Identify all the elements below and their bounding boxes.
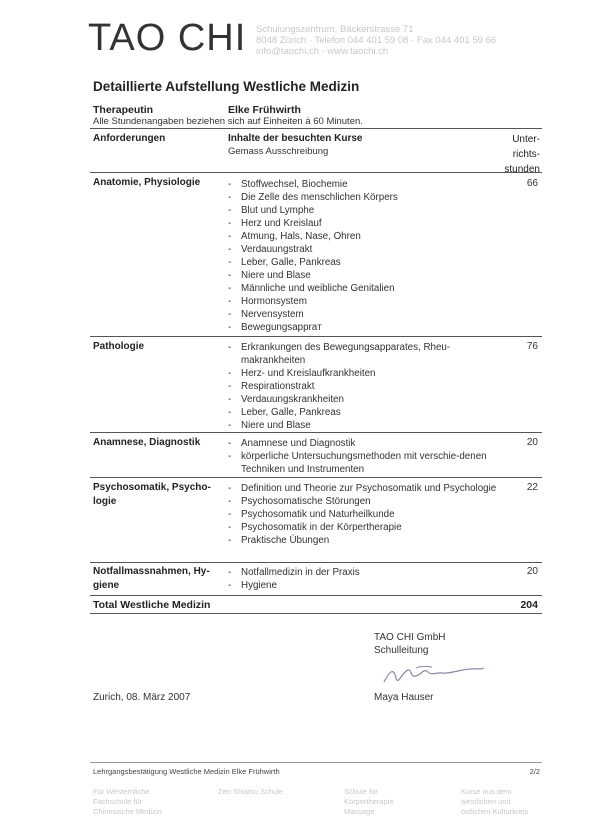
list-item: - Praktische Übungen bbox=[228, 535, 330, 546]
footer-column: Kurse aus dem westlichen und östlichen Kulturkreis bbox=[461, 787, 529, 816]
hours-value: 76 bbox=[526, 341, 538, 352]
divider bbox=[90, 613, 542, 614]
total-label: Total Westliche Medizin bbox=[93, 599, 211, 611]
hours-value: 20 bbox=[526, 437, 538, 448]
company-address bbox=[256, 24, 496, 57]
document-title: Detaillierte Aufstellung Westliche Medizin bbox=[93, 79, 360, 94]
list-item: - Notfallmedizin in der Praxis bbox=[228, 567, 360, 578]
course-list bbox=[228, 178, 498, 334]
hours-value: 66 bbox=[526, 178, 538, 189]
list-item: - Verdauungskrankheiten bbox=[228, 394, 344, 405]
list-item: - Atmung, Hals, Nase, Ohren bbox=[228, 231, 361, 242]
list-item: - Bewegungsappraт bbox=[228, 322, 322, 333]
footer-column: Für Westernliche Fachschule für Chinesische Medizin bbox=[93, 787, 162, 816]
list-item: - Psychosomatik in der Körpertherapie bbox=[228, 522, 402, 533]
list-item: - Stoffwechsel, Biochemie bbox=[228, 179, 348, 190]
hours-value: 20 bbox=[526, 566, 538, 577]
header-hours bbox=[498, 132, 540, 177]
page-number: 2/2 bbox=[529, 767, 540, 776]
list-item: - Nervensystem bbox=[228, 309, 304, 320]
signer-name: Maya Hauser bbox=[374, 692, 434, 703]
document-date: Zurich, 08. März 2007 bbox=[93, 692, 191, 703]
address-line: 8048 Zürich · Telefon 044 401 59 08 · Fax 044 401 59 66 bbox=[256, 35, 497, 46]
list-item: - Blut und Lymphe bbox=[228, 205, 315, 216]
divider bbox=[90, 336, 542, 337]
header-hours-line: stunden bbox=[504, 164, 540, 175]
hours-value: 22 bbox=[526, 482, 538, 493]
list-item: - Leber, Galle, Pankreas bbox=[228, 257, 341, 268]
list-item: - Leber, Galle, Pankreas bbox=[228, 407, 341, 418]
address-line: info@taochi.ch · www.taochi.ch bbox=[256, 46, 389, 57]
list-item: - Niere und Blase bbox=[228, 270, 311, 281]
category-label: Psychosomatik, Psycho-logie bbox=[93, 482, 211, 507]
list-item: - Erkrankungen des Bewegungsapparates, Rheu-makrankheiten bbox=[228, 342, 451, 366]
list-item: - Hygiene bbox=[228, 580, 277, 591]
header-contents: Inhalte der besuchten Kurse bbox=[228, 133, 363, 144]
header-hours-line: richts- bbox=[512, 149, 540, 160]
list-item: - Psychosomatik und Naturheilkunde bbox=[228, 509, 395, 520]
list-item: - Hormonsystem bbox=[228, 296, 307, 307]
therapist-label: Therapeutin bbox=[93, 104, 154, 116]
list-item: - Herz und Kreislauf bbox=[228, 218, 322, 229]
category-label: Notfallmassnahmen, Hy-giene bbox=[93, 566, 210, 591]
footer-column: Zen Shiatsu Schule bbox=[218, 787, 284, 796]
list-item: - Niere und Blase bbox=[228, 420, 311, 431]
list-item: - Herz- und Kreislaufkrankheiten bbox=[228, 368, 376, 379]
footer-title: Lehrgangsbestätigung Westliche Medizin Elke Frühwirth bbox=[93, 767, 280, 776]
company-name: TAO CHI GmbH bbox=[374, 632, 446, 643]
list-item: - Respirationstrakt bbox=[228, 381, 315, 392]
divider bbox=[90, 172, 542, 173]
therapist-name: Elke Frühwirth bbox=[228, 104, 301, 116]
list-item: - Definition und Theorie zur Psychosomatik und Psychologie bbox=[228, 483, 497, 494]
course-list bbox=[228, 482, 498, 547]
footer-divider bbox=[90, 762, 542, 763]
company-role: Schulleitung bbox=[374, 645, 429, 656]
category-label: Anamnese, Diagnostik bbox=[93, 437, 201, 448]
divider bbox=[90, 128, 542, 129]
divider bbox=[90, 477, 542, 478]
list-item: - körperliche Untersuchungsmethoden mit verschie-denen Techniken und Instrumenten bbox=[228, 451, 487, 475]
header-contents-sub: Gemass Ausschreibung bbox=[228, 146, 329, 157]
course-list bbox=[228, 437, 498, 476]
category-label: Anatomie, Physiologie bbox=[93, 177, 201, 188]
divider bbox=[90, 595, 542, 596]
units-note: Alle Stundenangaben beziehen sich auf Einheiten à 60 Minuten. bbox=[93, 116, 363, 127]
list-item: - Verdauungstrakt bbox=[228, 244, 313, 255]
total-hours: 204 bbox=[520, 599, 538, 611]
footer-column: Schule für Körpertherapie Massage bbox=[344, 787, 394, 816]
divider bbox=[90, 432, 542, 433]
divider bbox=[90, 562, 542, 563]
company-block bbox=[374, 631, 445, 657]
course-list bbox=[228, 566, 498, 592]
list-item: - Psychosomatische Störungen bbox=[228, 496, 371, 507]
course-list bbox=[228, 341, 498, 432]
category-label: Pathologie bbox=[93, 341, 145, 352]
list-item: - Anamnese und Diagnostik bbox=[228, 438, 356, 449]
address-line: Schulungszentrum, Bäckerstrasse 71 bbox=[256, 24, 414, 35]
list-item: - Männliche und weibliche Genitalien bbox=[228, 283, 395, 294]
header-hours-line: Unter- bbox=[512, 134, 540, 145]
signature-image bbox=[380, 660, 490, 690]
header-requirements: Anforderungen bbox=[93, 133, 166, 144]
company-logo: TAO CHI bbox=[88, 17, 247, 59]
list-item: - Die Zelle des menschlichen Körpers bbox=[228, 192, 398, 203]
